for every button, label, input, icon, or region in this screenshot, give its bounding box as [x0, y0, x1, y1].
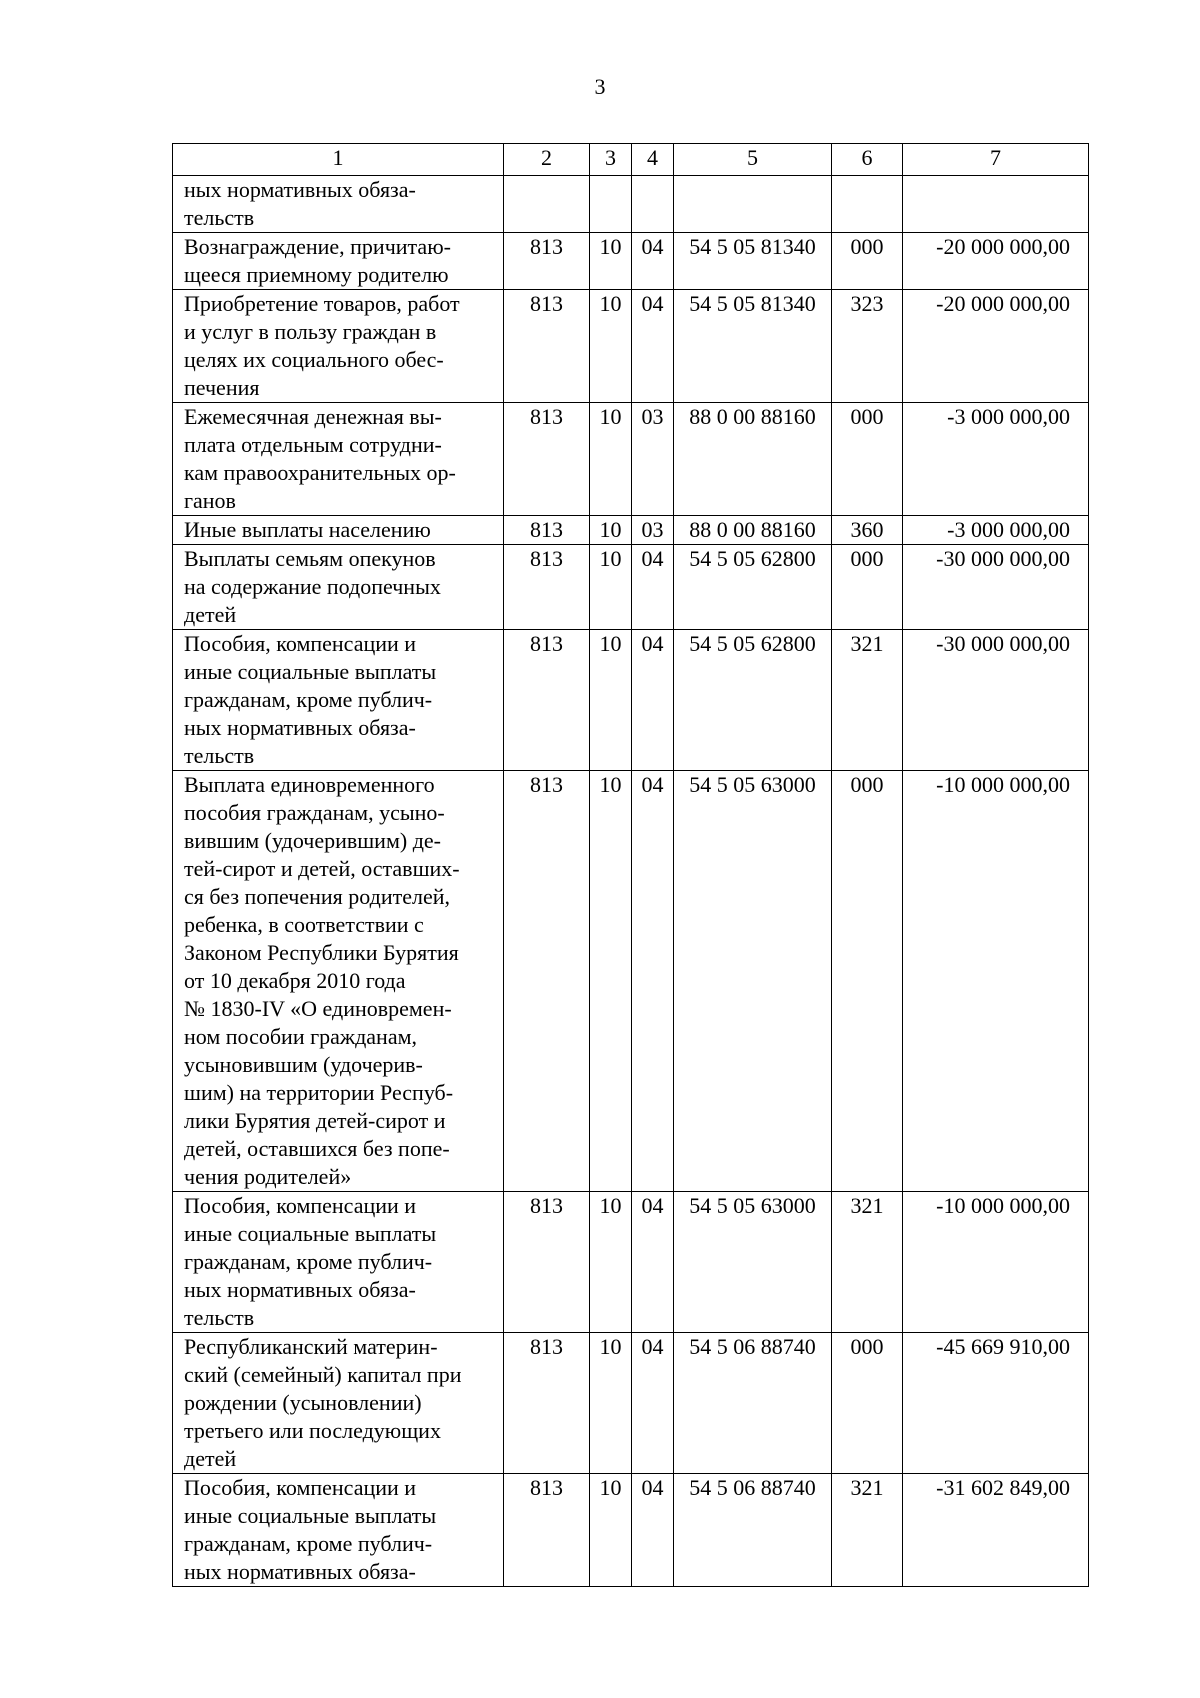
header-cell-6: 6 — [832, 144, 903, 176]
amount-cell: -3 000 000,00 — [903, 516, 1089, 545]
admin-code-cell: 813 — [504, 516, 590, 545]
target-article-cell: 54 5 06 88740 — [674, 1474, 832, 1587]
subsection-cell: 03 — [632, 403, 674, 516]
admin-code-cell: 813 — [504, 1192, 590, 1333]
subsection-cell: 04 — [632, 233, 674, 290]
row-name-line: на содержание подопечных — [184, 574, 441, 599]
table-header-row — [173, 144, 1089, 176]
table-row — [173, 233, 1089, 290]
row-name-line: Выплата единовременного — [184, 772, 435, 797]
subsection-cell: 04 — [632, 290, 674, 403]
subsection-cell: 04 — [632, 771, 674, 1192]
table-row — [173, 545, 1089, 630]
row-name-cell — [173, 545, 504, 630]
row-name-cell — [173, 403, 504, 516]
table-row — [173, 290, 1089, 403]
subsection-cell — [632, 176, 674, 233]
row-name-line: ребенка, в соответствии с — [184, 912, 424, 937]
row-name-line: усыновившим (удочерив- — [184, 1052, 423, 1077]
row-name-cell — [173, 290, 504, 403]
row-name-line: детей, оставшихся без попе- — [184, 1136, 450, 1161]
target-article-cell — [674, 176, 832, 233]
table-body — [173, 144, 1089, 1587]
subsection-cell: 04 — [632, 1474, 674, 1587]
header-cell-3: 3 — [590, 144, 632, 176]
expense-type-cell: 000 — [832, 771, 903, 1192]
section-cell: 10 — [590, 233, 632, 290]
admin-code-cell: 813 — [504, 403, 590, 516]
row-name-line: детей — [184, 602, 237, 627]
row-name-line: ся без попечения родителей, — [184, 884, 450, 909]
section-cell: 10 — [590, 290, 632, 403]
row-name-line: Вознаграждение, причитаю- — [184, 234, 451, 259]
row-name-line: от 10 декабря 2010 года — [184, 968, 406, 993]
row-name-line: тельств — [184, 743, 255, 768]
table-row — [173, 771, 1089, 1192]
row-name-cell — [173, 771, 504, 1192]
row-name-line: пособия гражданам, усыно- — [184, 800, 445, 825]
table-row — [173, 516, 1089, 545]
row-name-line: Ежемесячная денежная вы- — [184, 404, 442, 429]
table-row — [173, 176, 1089, 233]
header-cell-1: 1 — [173, 144, 504, 176]
amount-cell: -30 000 000,00 — [903, 545, 1089, 630]
admin-code-cell — [504, 176, 590, 233]
section-cell: 10 — [590, 1192, 632, 1333]
row-name-line: тельств — [184, 205, 255, 230]
row-name-line: рождении (усыновлении) — [184, 1390, 422, 1415]
row-name-line: гражданам, кроме публич- — [184, 1249, 433, 1274]
target-article-cell: 54 5 05 63000 — [674, 1192, 832, 1333]
expense-type-cell — [832, 176, 903, 233]
row-name-line: № 1830-IV «О единовремен- — [184, 996, 452, 1021]
row-name-cell — [173, 1192, 504, 1333]
row-name-line: тей-сирот и детей, оставших- — [184, 856, 460, 881]
row-name-cell — [173, 630, 504, 771]
row-name-line: шим) на территории Респуб- — [184, 1080, 454, 1105]
row-name-line: тельств — [184, 1305, 255, 1330]
row-name-line: Пособия, компенсации и — [184, 631, 417, 656]
target-article-cell: 54 5 05 81340 — [674, 233, 832, 290]
section-cell: 10 — [590, 630, 632, 771]
row-name-line: Иные выплаты населению — [184, 517, 431, 542]
section-cell: 10 — [590, 545, 632, 630]
target-article-cell: 88 0 00 88160 — [674, 516, 832, 545]
amount-cell: -31 602 849,00 — [903, 1474, 1089, 1587]
row-name-line: гражданам, кроме публич- — [184, 1531, 433, 1556]
header-cell-5: 5 — [674, 144, 832, 176]
subsection-cell: 04 — [632, 545, 674, 630]
section-cell: 10 — [590, 771, 632, 1192]
row-name-line: ном пособии гражданам, — [184, 1024, 418, 1049]
expense-type-cell: 321 — [832, 630, 903, 771]
row-name-line: плата отдельным сотрудни- — [184, 432, 442, 457]
row-name-line: иные социальные выплаты — [184, 1503, 437, 1528]
row-name-line: ных нормативных обяза- — [184, 715, 416, 740]
expense-type-cell: 000 — [832, 1333, 903, 1474]
expense-type-cell: 321 — [832, 1192, 903, 1333]
section-cell — [590, 176, 632, 233]
table-row — [173, 403, 1089, 516]
admin-code-cell: 813 — [504, 1474, 590, 1587]
row-name-line: Приобретение товаров, работ — [184, 291, 460, 316]
admin-code-cell: 813 — [504, 1333, 590, 1474]
amount-cell — [903, 176, 1089, 233]
budget-table — [172, 143, 1089, 1587]
row-name-line: ных нормативных обяза- — [184, 1559, 416, 1584]
table-row — [173, 1192, 1089, 1333]
row-name-line: печения — [184, 375, 260, 400]
table-row — [173, 1474, 1089, 1587]
row-name-line: и услуг в пользу граждан в — [184, 319, 437, 344]
amount-cell: -30 000 000,00 — [903, 630, 1089, 771]
row-name-line: Пособия, компенсации и — [184, 1475, 417, 1500]
row-name-line: гражданам, кроме публич- — [184, 687, 433, 712]
admin-code-cell: 813 — [504, 290, 590, 403]
target-article-cell: 54 5 05 81340 — [674, 290, 832, 403]
row-name-cell — [173, 1474, 504, 1587]
subsection-cell: 04 — [632, 630, 674, 771]
row-name-line: ных нормативных обяза- — [184, 1277, 416, 1302]
amount-cell: -10 000 000,00 — [903, 1192, 1089, 1333]
expense-type-cell: 000 — [832, 403, 903, 516]
expense-type-cell: 360 — [832, 516, 903, 545]
row-name-line: иные социальные выплаты — [184, 1221, 437, 1246]
target-article-cell: 54 5 06 88740 — [674, 1333, 832, 1474]
amount-cell: -20 000 000,00 — [903, 233, 1089, 290]
expense-type-cell: 000 — [832, 233, 903, 290]
admin-code-cell: 813 — [504, 630, 590, 771]
target-article-cell: 54 5 05 63000 — [674, 771, 832, 1192]
section-cell: 10 — [590, 403, 632, 516]
row-name-line: ский (семейный) капитал при — [184, 1362, 462, 1387]
row-name-cell — [173, 516, 504, 545]
header-cell-2: 2 — [504, 144, 590, 176]
expense-type-cell: 321 — [832, 1474, 903, 1587]
table-row — [173, 630, 1089, 771]
row-name-line: Пособия, компенсации и — [184, 1193, 417, 1218]
amount-cell: -10 000 000,00 — [903, 771, 1089, 1192]
target-article-cell: 54 5 05 62800 — [674, 630, 832, 771]
row-name-line: лики Бурятия детей-сирот и — [184, 1108, 446, 1133]
admin-code-cell: 813 — [504, 545, 590, 630]
row-name-line: ных нормативных обяза- — [184, 177, 416, 202]
admin-code-cell: 813 — [504, 771, 590, 1192]
row-name-line: Республиканский материн- — [184, 1334, 438, 1359]
row-name-cell — [173, 233, 504, 290]
row-name-cell — [173, 176, 504, 233]
row-name-line: третьего или последующих — [184, 1418, 441, 1443]
row-name-line: чения родителей» — [184, 1164, 352, 1189]
row-name-line: иные социальные выплаты — [184, 659, 437, 684]
amount-cell: -20 000 000,00 — [903, 290, 1089, 403]
row-name-cell — [173, 1333, 504, 1474]
header-cell-4: 4 — [632, 144, 674, 176]
row-name-line: целях их социального обес- — [184, 347, 444, 372]
row-name-line: Законом Республики Бурятия — [184, 940, 459, 965]
header-cell-7: 7 — [903, 144, 1089, 176]
amount-cell: -45 669 910,00 — [903, 1333, 1089, 1474]
amount-cell: -3 000 000,00 — [903, 403, 1089, 516]
section-cell: 10 — [590, 516, 632, 545]
row-name-line: Выплаты семьям опекунов — [184, 546, 436, 571]
target-article-cell: 88 0 00 88160 — [674, 403, 832, 516]
row-name-line: щееся приемному родителю — [184, 262, 449, 287]
subsection-cell: 03 — [632, 516, 674, 545]
subsection-cell: 04 — [632, 1333, 674, 1474]
table-row — [173, 1333, 1089, 1474]
row-name-line: вившим (удочерившим) де- — [184, 828, 441, 853]
subsection-cell: 04 — [632, 1192, 674, 1333]
section-cell: 10 — [590, 1333, 632, 1474]
page-number: 3 — [594, 74, 606, 99]
section-cell: 10 — [590, 1474, 632, 1587]
expense-type-cell: 323 — [832, 290, 903, 403]
expense-type-cell: 000 — [832, 545, 903, 630]
row-name-line: детей — [184, 1446, 237, 1471]
row-name-line: ганов — [184, 488, 236, 513]
target-article-cell: 54 5 05 62800 — [674, 545, 832, 630]
row-name-line: кам правоохранительных ор- — [184, 460, 456, 485]
admin-code-cell: 813 — [504, 233, 590, 290]
